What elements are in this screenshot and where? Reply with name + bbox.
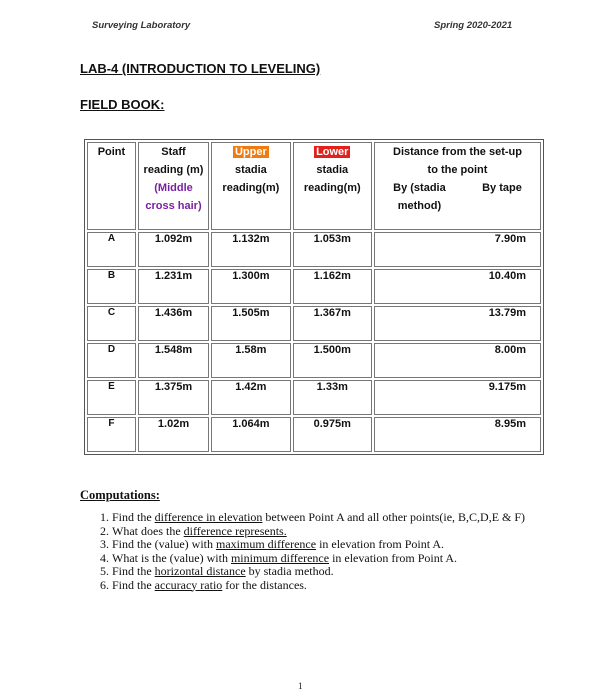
table-row: A 1.092m 1.132m 1.053m 7.90m (87, 232, 541, 267)
list-item: 4. What is the (value) with minimum difference in elevation from Point A. (112, 552, 552, 566)
table-row: B 1.231m 1.300m 1.162m 10.40m (87, 269, 541, 304)
table-header-row (87, 142, 541, 230)
table-row: D 1.548m 1.58m 1.500m 8.00m (87, 343, 541, 378)
list-item: 5. Find the horizontal distance by stadia method. (112, 565, 552, 579)
list-item: 1. Find the difference in elevation between Point A and all other points(ie, B,C,D,E & F) (112, 511, 552, 525)
field-book-table (84, 139, 544, 455)
header-lower-stadia: Lower stadia reading(m) (293, 142, 372, 230)
lower-highlight: Lower (316, 146, 349, 158)
table-row: C 1.436m 1.505m 1.367m 13.79m (87, 306, 541, 341)
field-book-label: FIELD BOOK: (80, 97, 165, 112)
list-item: 3. Find the (value) with maximum difference in elevation from Point A. (112, 538, 552, 552)
header-staff-reading: Staff reading (m) (Middle cross hair) (138, 142, 209, 230)
header-course: Surveying Laboratory (92, 20, 191, 31)
header-point: Point (87, 142, 136, 230)
table-row: F 1.02m 1.064m 0.975m 8.95m (87, 417, 541, 452)
computations-title: Computations: (80, 488, 160, 502)
upper-highlight: Upper (234, 146, 267, 158)
computations-list (80, 511, 552, 592)
header-distance: Distance from the set-up to the point By (stadia method) By tape (374, 142, 541, 230)
page-number: 1 (298, 681, 303, 691)
header-by-stadia: By (stadia method) (393, 182, 446, 212)
table-row: E 1.375m 1.42m 1.33m 9.175m (87, 380, 541, 415)
header-upper-stadia: Upper stadia reading(m) (211, 142, 290, 230)
lab-title: LAB-4 (INTRODUCTION TO LEVELING) (80, 61, 321, 76)
list-item: 6. Find the accuracy ratio for the distances. (112, 579, 552, 593)
header-semester: Spring 2020-2021 (434, 20, 513, 31)
header-by-tape: By tape (482, 182, 522, 194)
list-item: 2. What does the difference represents. (112, 525, 552, 539)
